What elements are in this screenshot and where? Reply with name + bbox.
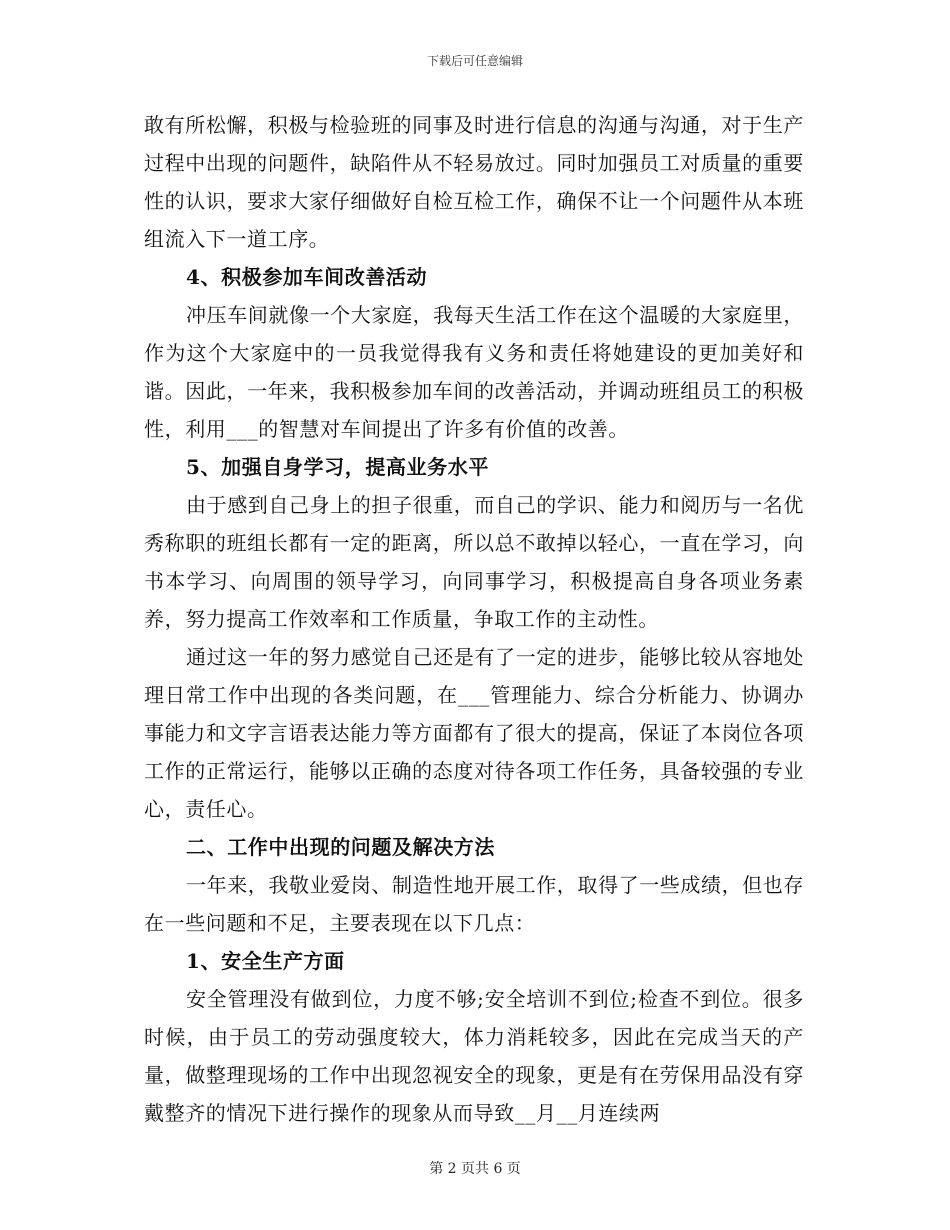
page-header: 下载后可任意编辑 <box>426 54 523 68</box>
paragraph-quality-check: 敢有所松懈，积极与检验班的同事及时进行信息的沟通与沟通，对于生产过程中出现的问题件，缺陷件从不轻易放过。同时加强员工对质量的重要性的认识，要求大家仔细做好自检互检工作，确保不让一个问题件从本班组流入下一道工序。 <box>144 113 804 251</box>
paragraph-problems-intro: 一年来，我敬业爱岗、制造性地开展工作，取得了一些成绩，但也存在一些问题和不足，主要表现在以下几点： <box>144 873 804 935</box>
paragraph-self-study: 由于感到自己身上的担子很重，而自己的学识、能力和阅历与一名优秀称职的班组长都有一定的距离，所以总不敢掉以轻心，一直在学习，向书本学习、向周围的领导学习，向同事学习，积极提高自身各项业务素养，努力提高工作效率和工作质量，争取工作的主动性。 <box>144 493 804 631</box>
paragraph-progress: 通过这一年的努力感觉自己还是有了一定的进步，能够比较从容地处理日常工作中出现的各类问题，在___管理能力、综合分析能力、协调办事能力和文字言语表达能力等方面都有了很大的提高，保证了本岗位各项工作的正常运行，能够以正确的态度对待各项工作任务，具备较强的专业心，责任心。 <box>144 645 804 821</box>
page-footer: 第 2 页共 6 页 <box>429 1161 521 1177</box>
document-body <box>144 106 804 1132</box>
heading-workshop-improvement: 4、积极参加车间改善活动 <box>186 265 428 289</box>
heading-problems-solutions: 二、工作中出现的问题及解决方法 <box>186 835 495 859</box>
heading-safety-production: 1、安全生产方面 <box>186 949 345 973</box>
paragraph-workshop-improvement: 冲压车间就像一个大家庭，我每天生活工作在这个温暖的大家庭里，作为这个大家庭中的一员我觉得我有义务和责任将她建设的更加美好和谐。因此，一年来，我积极参加车间的改善活动，并调动班组员工的积极性，利用___的智慧对车间提出了许多有价值的改善。 <box>144 303 804 441</box>
paragraph-safety-production: 安全管理没有做到位，力度不够;安全培训不到位;检查不到位。很多时候，由于员工的劳动强度较大，体力消耗较多，因此在完成当天的产量，做整理现场的工作中出现忽视安全的现象，更是有在劳保用品没有穿戴整齐的情况下进行操作的现象从而导致__月__月连续两 <box>144 987 804 1125</box>
heading-self-study: 5、加强自身学习，提高业务水平 <box>186 455 489 479</box>
